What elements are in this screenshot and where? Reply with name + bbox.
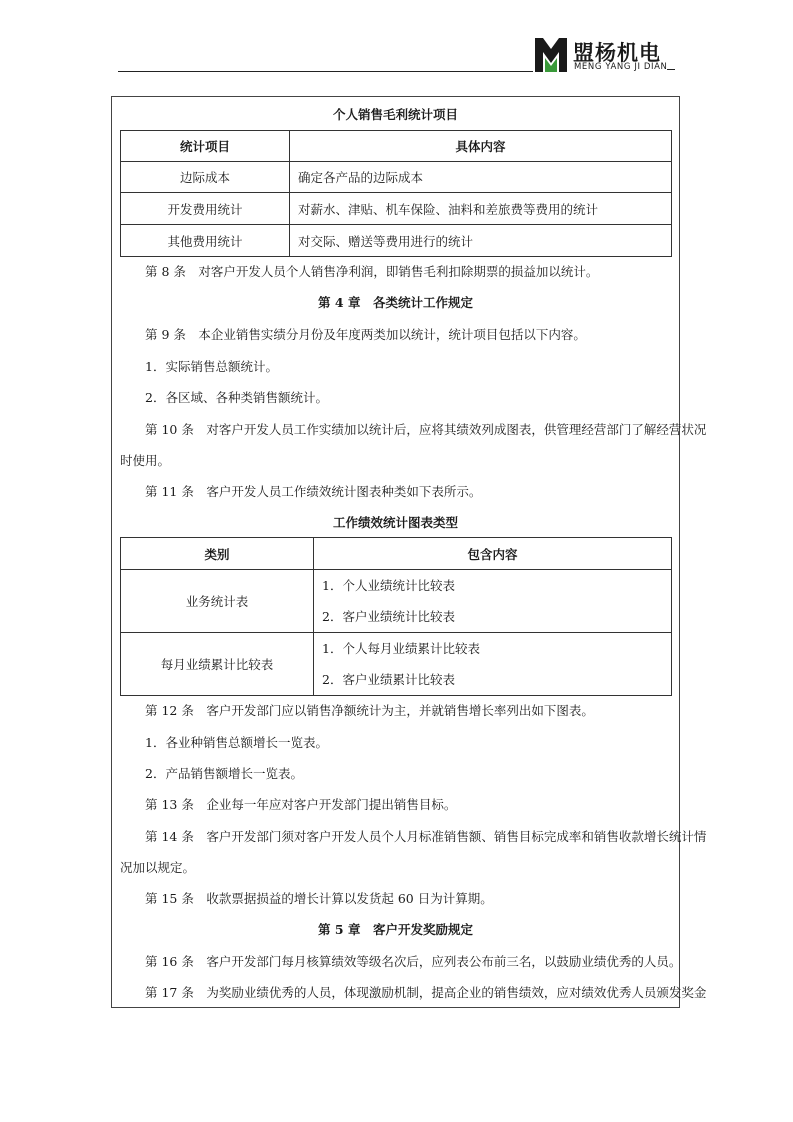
list-item: 1．个人每月业绩累计比较表 (322, 641, 480, 656)
article-9-item-2: 2．各区域、各种类销售额统计。 (145, 390, 328, 405)
header-rule (118, 71, 533, 72)
table-cell-content: 确定各产品的边际成本 (290, 162, 672, 193)
table-cell-content: 对薪水、津贴、机车保险、油料和差旅费等费用的统计 (290, 193, 672, 225)
table-row (121, 193, 672, 225)
table2-caption: 工作绩效统计图表类型 (332, 515, 458, 530)
list-item: 2．客户业绩累计比较表 (322, 672, 455, 687)
table-header-cell: 统计项目 (121, 131, 290, 162)
table-cell-items (314, 633, 672, 696)
article-13: 第 13 条 企业每一年应对客户开发部门提出销售目标。 (145, 797, 457, 812)
logo-underscore (667, 69, 675, 70)
company-logo (535, 38, 675, 74)
table-cell-category: 每月业绩累计比较表 (121, 633, 314, 696)
logo-chinese-name: 盟杨机电 (573, 41, 661, 65)
article-14-continuation: 况加以规定。 (120, 860, 196, 875)
article-8: 第 8 条 对客户开发人员个人销售净利润，即销售毛利扣除期票的损益加以统计。 (145, 264, 599, 279)
table-cell-item: 边际成本 (121, 162, 290, 193)
table-cell-item: 其他费用统计 (121, 225, 290, 257)
table-header-row (121, 538, 672, 570)
table-cell-item: 开发费用统计 (121, 193, 290, 225)
logo-english-name: MENG YANG JI DIAN (574, 62, 668, 72)
article-12-item-1: 1．各业种销售总额增长一览表。 (145, 735, 328, 750)
table-header-cell: 类别 (121, 538, 314, 570)
article-12: 第 12 条 客户开发部门应以销售净额统计为主，并就销售增长率列出如下图表。 (145, 703, 594, 718)
article-9: 第 9 条 本企业销售实绩分月份及年度两类加以统计，统计项目包括以下内容。 (145, 327, 586, 342)
article-12-item-2: 2．产品销售额增长一览表。 (145, 766, 303, 781)
article-10: 第 10 条 对客户开发人员工作实绩加以统计后，应将其绩效列成图表，供管理经营部门了解经营状况 (145, 422, 707, 437)
table-cell-content: 对交际、赠送等费用进行的统计 (290, 225, 672, 257)
list-item: 1．个人业绩统计比较表 (322, 578, 455, 593)
performance-chart-types-table (120, 537, 672, 696)
document-frame (111, 96, 707, 1008)
table1-caption: 个人销售毛利统计项目 (332, 107, 458, 122)
article-9-item-1: 1．实际销售总额统计。 (145, 359, 278, 374)
list-item: 2．客户业绩统计比较表 (322, 609, 455, 624)
table-cell-items (314, 570, 672, 633)
logo-mark-icon (535, 38, 567, 72)
table-cell-category: 业务统计表 (121, 570, 314, 633)
article-10-continuation: 时使用。 (120, 453, 171, 468)
table-header-cell: 具体内容 (290, 131, 672, 162)
chapter-4-heading: 第 4 章 各类统计工作规定 (318, 295, 473, 310)
article-15: 第 15 条 收款票据损益的增长计算以发货起 60 日为计算期。 (145, 891, 493, 906)
article-14: 第 14 条 客户开发部门须对客户开发人员个人月标准销售额、销售目标完成率和销售收款增长统计情 (145, 829, 707, 844)
table-row (121, 162, 672, 193)
table-row (121, 570, 672, 633)
article-11: 第 11 条 客户开发人员工作绩效统计图表种类如下表所示。 (145, 484, 482, 499)
chapter-5-heading: 第 5 章 客户开发奖励规定 (318, 922, 473, 937)
article-16: 第 16 条 客户开发部门每月核算绩效等级名次后，应列表公布前三名，以鼓励业绩优秀的人员。 (145, 954, 682, 969)
table-header-cell: 包含内容 (314, 538, 672, 570)
table-row (121, 633, 672, 696)
gross-profit-table (120, 130, 672, 257)
article-17: 第 17 条 为奖励业绩优秀的人员，体现激励机制，提高企业的销售绩效，应对绩效优秀人员颁发奖金 (145, 985, 707, 1000)
table-row (121, 225, 672, 257)
table-header-row (121, 131, 672, 162)
